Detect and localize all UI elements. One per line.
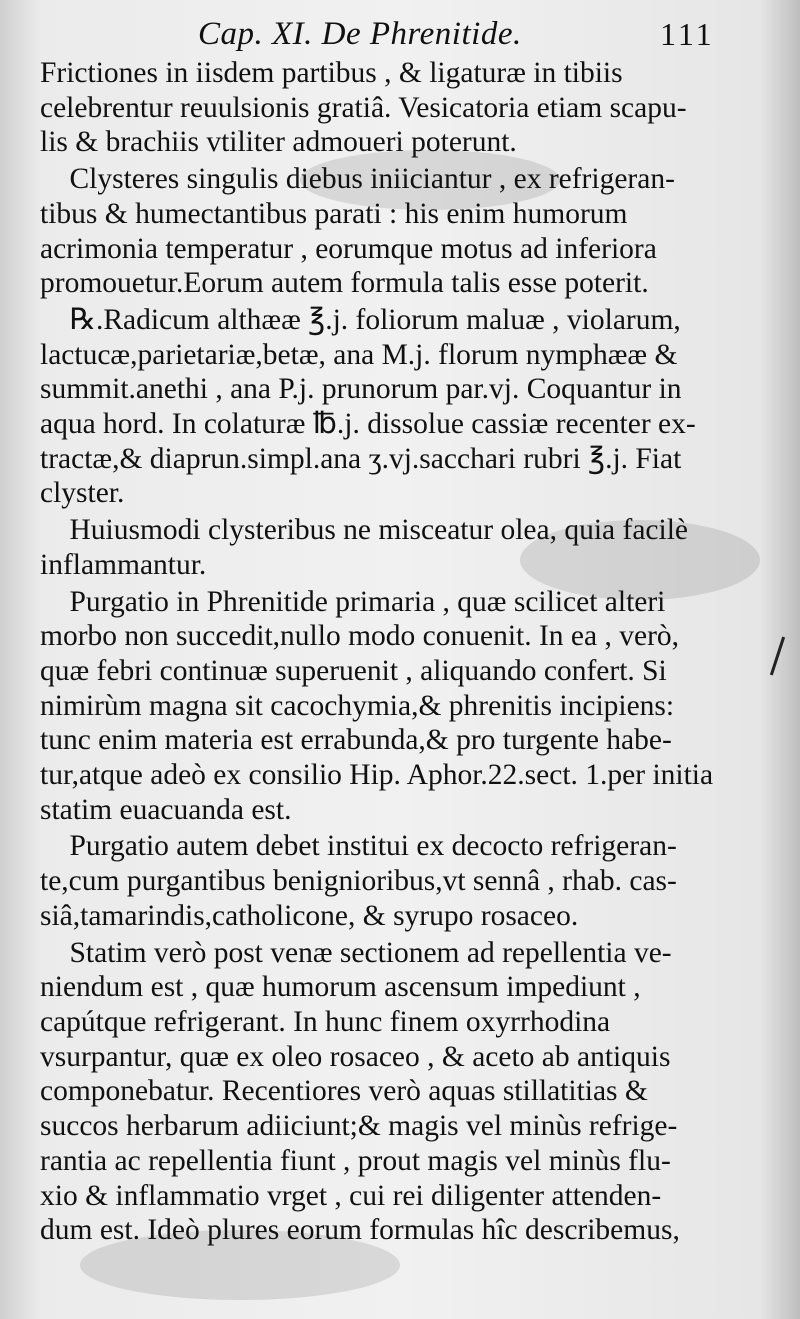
text-line: statim euacuanda est. — [40, 793, 292, 826]
text-line: componebatur. Recentiores verò aquas stillatitias & — [40, 1075, 648, 1108]
text-line: Huiusmodi clysteribus ne misceatur olea, quia facilè — [40, 514, 688, 547]
text-line: lis & brachiis vtiliter admoueri poterunt. — [40, 126, 517, 159]
text-line: vsurpantur, quæ ex oleo rosaceo , & aceto ab antiquis — [40, 1040, 671, 1073]
paragraph — [40, 56, 752, 160]
paragraph — [40, 513, 752, 582]
text-line: tibus & humectantibus parati : his enim humorum — [40, 197, 628, 230]
paragraph — [40, 303, 752, 511]
text-line: morbo non succedit,nullo modo conuenit. In ea , verò, — [40, 620, 680, 653]
text-line: clyster. — [40, 477, 125, 510]
paragraph — [40, 936, 752, 1248]
text-line: nimirùm magna sit cacochymia,& phrenitis incipiens: — [40, 689, 675, 722]
text-line: tur,atque adeò ex consilio Hip. Aphor.22.sect. 1.per initia — [40, 759, 714, 792]
text-line: niendum est , quæ humorum ascensum impediunt , — [40, 971, 641, 1004]
text-line: succos herbarum adiiciunt;& magis vel minùs refrige- — [40, 1110, 678, 1143]
text-line: aqua hord. In colaturæ ℔.j. dissolue cassiæ recenter ex- — [40, 408, 696, 441]
text-line: acrimonia temperatur , eorumque motus ad inferiora — [40, 232, 657, 265]
text-line: dum est. Ideò plures eorum formulas hîc describemus, — [40, 1214, 680, 1247]
text-line: Frictiones in iisdem partibus , & ligaturæ in tibiis — [40, 57, 623, 89]
text-line: tunc enim materia est errabunda,& pro turgente habe- — [40, 724, 672, 757]
text-line: Purgatio in Phrenitide primaria , quæ scilicet alteri — [40, 585, 666, 618]
text-line: siâ,tamarindis,catholicone, & syrupo rosaceo. — [40, 899, 579, 932]
text-line: tractæ,& diaprun.simpl.ana ʒ.vj.sacchari rubri ℥.j. Fiat — [40, 442, 682, 475]
text-line: Clysteres singulis diebus iniiciantur , ex refrigeran- — [40, 163, 675, 196]
running-title: Cap. XI. De Phrenitide. — [198, 16, 522, 52]
text-line: celebrentur reuulsionis gratiâ. Vesicatoria etiam scapu- — [40, 91, 687, 124]
text-line: Purgatio autem debet institui ex decocto refrigeran- — [40, 830, 677, 863]
page-header — [0, 14, 800, 54]
text-line: promouetur.Eorum autem formula talis esse poterit. — [40, 267, 649, 300]
paragraph — [40, 829, 752, 933]
text-line: lactucæ,parietariæ,betæ, ana M.j. florum nymphææ & — [40, 338, 678, 371]
text-line: inflammantur. — [40, 548, 207, 581]
text-line: ℞.Radicum althææ ℥.j. foliorum maluæ , violarum, — [40, 303, 681, 336]
page-number: 111 — [660, 16, 715, 52]
body-text — [40, 56, 752, 1248]
text-line: capútque refrigerant. In hunc finem oxyrrhodina — [40, 1005, 611, 1038]
text-line: rantia ac repellentia fiunt , prout magis vel minùs flu- — [40, 1144, 671, 1177]
ink-mark — [770, 637, 785, 676]
paragraph — [40, 162, 752, 301]
text-line: Statim verò post venæ sectionem ad repellentia ve- — [40, 936, 672, 969]
paragraph — [40, 585, 752, 828]
text-line: summit.anethi , ana P.j. prunorum par.vj. Coquantur in — [40, 373, 682, 406]
text-line: quæ febri continuæ superuenit , aliquando confert. Si — [40, 654, 667, 687]
text-line: xio & inflammatio vrget , cui rei diligenter attenden- — [40, 1179, 662, 1212]
text-line: te,cum purgantibus benignioribus,vt sennâ , rhab. cas- — [40, 865, 677, 898]
